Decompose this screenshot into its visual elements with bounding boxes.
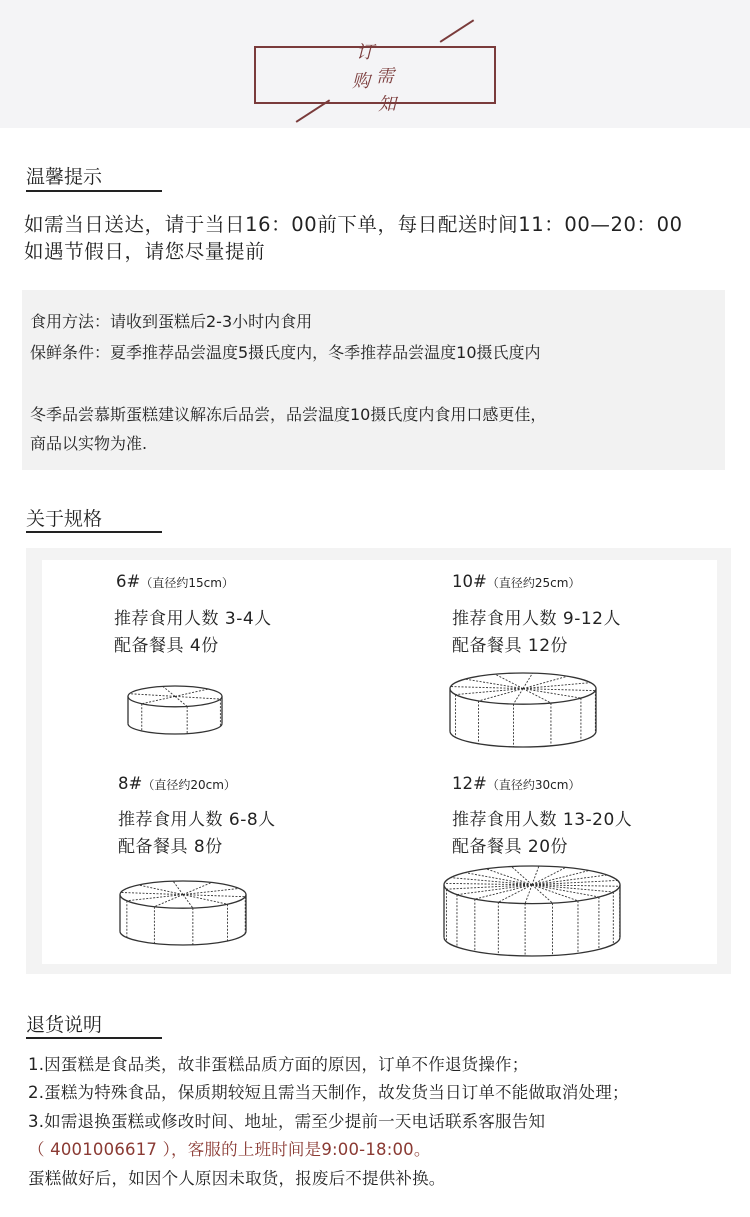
specs-heading: 关于规格 — [26, 508, 103, 530]
spec-size-6 — [116, 572, 234, 591]
usage-note-2: 商品以实物为准. — [30, 434, 148, 453]
spec-size-8 — [118, 774, 236, 793]
tips-heading: 温馨提示 — [26, 166, 103, 188]
tips-underline — [26, 190, 162, 192]
usage-method: 食用方法：请收到蛋糕后2-3小时内食用 — [30, 312, 313, 331]
spec-tableware-10: 配备餐具 12份 — [452, 636, 569, 656]
spec-diameter: （直径约20cm） — [142, 778, 236, 792]
spec-people-12: 推荐食用人数 13-20人 — [452, 810, 633, 830]
spec-diameter: （直径约15cm） — [140, 576, 234, 590]
usage-storage: 保鲜条件：夏季推荐品尝温度5摄氏度内，冬季推荐品尝温度10摄氏度内 — [30, 343, 541, 362]
spec-size-label: 6# — [116, 572, 141, 591]
returns-underline — [26, 1037, 162, 1039]
returns-hotline: （ 4001006617 ），客服的上班时间是9:00-18:00。 — [28, 1140, 431, 1159]
tips-line-2: 如遇节假日，请您尽量提前 — [24, 240, 266, 263]
spec-diameter: （直径约30cm） — [486, 778, 581, 792]
spec-people-10: 推荐食用人数 9-12人 — [452, 609, 621, 629]
spec-tableware-8: 配备餐具 8份 — [118, 837, 223, 857]
spec-people-6: 推荐食用人数 3-4人 — [114, 609, 272, 629]
title-frame — [254, 46, 496, 104]
cake-12-illustration — [442, 864, 622, 958]
spec-size-label: 8# — [118, 774, 143, 793]
specs-underline — [26, 531, 162, 533]
tips-line-1: 如需当日送达，请于当日16：00前下单，每日配送时间11：00—20：00 — [24, 213, 683, 236]
spec-size-10 — [452, 572, 580, 591]
title-char-3: 需 — [376, 66, 394, 87]
returns-item-1: 1.因蛋糕是食品类，故非蛋糕品质方面的原因，订单不作退货操作； — [28, 1055, 529, 1074]
usage-note-1: 冬季品尝慕斯蛋糕建议解冻后品尝，品尝温度10摄氏度内食用口感更佳， — [30, 405, 547, 424]
returns-item-2: 2.蛋糕为特殊食品，保质期较短且需当天制作，故发货当日订单不能做取消处理； — [28, 1083, 629, 1102]
title-char-2: 购 — [352, 71, 370, 92]
title-char-4: 知 — [378, 94, 396, 115]
header-banner — [0, 0, 750, 128]
spec-people-8: 推荐食用人数 6-8人 — [118, 810, 276, 830]
decor-slash-top — [440, 19, 474, 42]
spec-size-label: 12# — [452, 774, 487, 793]
cake-6-illustration — [126, 684, 224, 736]
spec-size-12 — [452, 774, 580, 793]
title-char-1: 订 — [356, 42, 374, 63]
returns-item-3: 3.如需退换蛋糕或修改时间、地址，需至少提前一天电话联系客服告知 — [28, 1112, 546, 1131]
spec-size-label: 10# — [452, 572, 487, 591]
returns-item-4: 蛋糕做好后，如因个人原因未取货，报废后不提供补换。 — [28, 1169, 446, 1188]
spec-tableware-12: 配备餐具 20份 — [452, 837, 569, 857]
spec-diameter: （直径约25cm） — [486, 576, 581, 590]
cake-10-illustration — [448, 671, 598, 749]
cake-8-illustration — [118, 879, 248, 947]
spec-tableware-6: 配备餐具 4份 — [114, 636, 219, 656]
returns-heading: 退货说明 — [26, 1014, 103, 1036]
